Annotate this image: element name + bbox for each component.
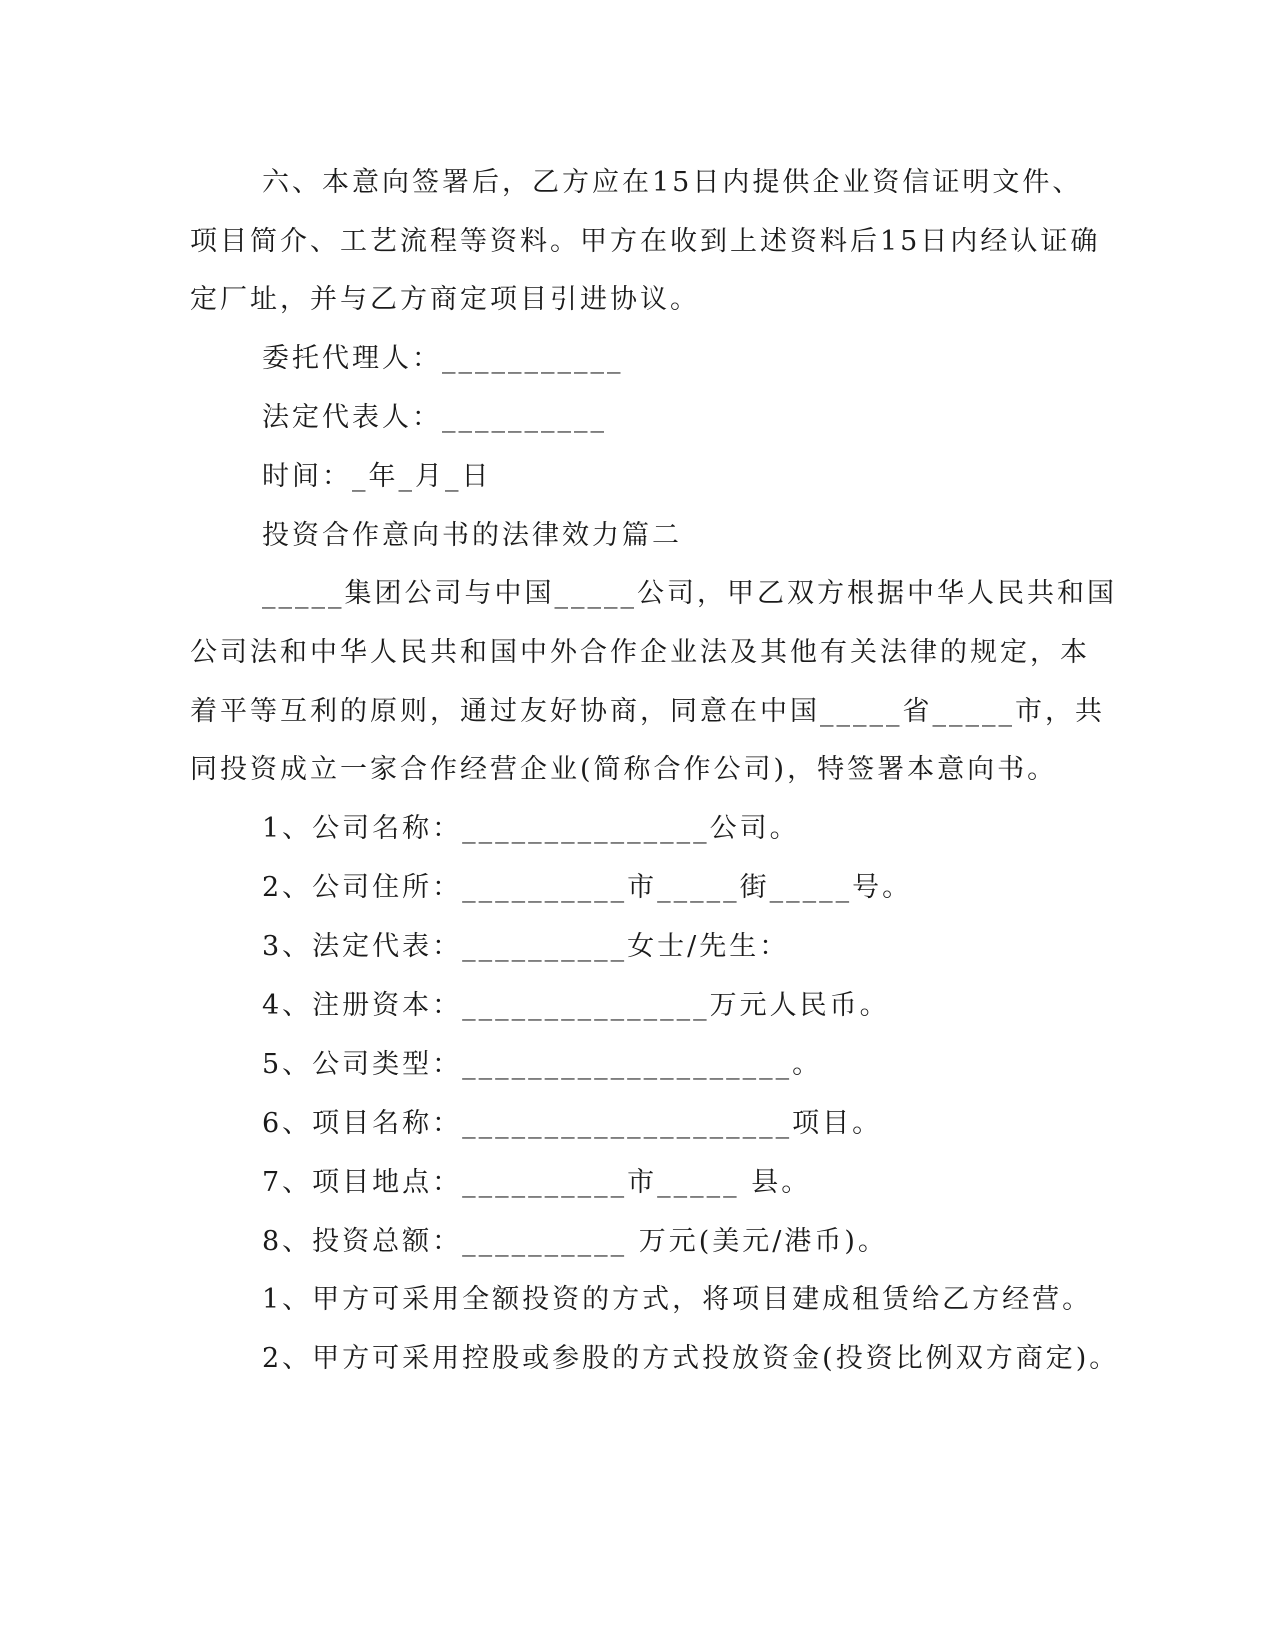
section-heading: 投资合作意向书的法律效力篇二 xyxy=(262,520,682,551)
agent-signature-line: 委托代理人：___________ xyxy=(262,343,624,374)
item-project-name: 6、项目名称：____________________项目。 xyxy=(262,1108,883,1139)
intro-paragraph-line-4: 同投资成立一家合作经营企业(简称合作公司)，特签署本意向书。 xyxy=(190,754,1058,785)
paragraph-six-line-3: 定厂址，并与乙方商定项目引进协议。 xyxy=(190,284,700,315)
method-item-1: 1、甲方可采用全额投资的方式，将项目建成租赁给乙方经营。 xyxy=(262,1284,1093,1315)
item-company-type: 5、公司类型：____________________。 xyxy=(262,1049,823,1080)
method-item-2: 2、甲方可采用控股或参股的方式投放资金(投资比例双方商定)。 xyxy=(262,1343,1120,1374)
paragraph-six-line-2: 项目简介、工艺流程等资料。甲方在收到上述资料后15日内经认证确 xyxy=(190,226,1101,257)
date-line: 时间：_年_月_日 xyxy=(262,461,492,492)
intro-paragraph-line-3: 着平等互利的原则，通过友好协商，同意在中国_____省_____市，共 xyxy=(190,696,1105,727)
intro-paragraph-line-2: 公司法和中华人民共和国中外合作企业法及其他有关法律的规定，本 xyxy=(190,637,1090,668)
item-registered-capital: 4、注册资本：_______________万元人民币。 xyxy=(262,990,890,1021)
item-company-address: 2、公司住所：__________市_____街_____号。 xyxy=(262,872,913,903)
item-legal-representative: 3、法定代表：__________女士/先生： xyxy=(262,931,790,962)
item-project-location: 7、项目地点：__________市_____ 县。 xyxy=(262,1167,812,1198)
intro-paragraph-line-1: _____集团公司与中国_____公司，甲乙双方根据中华人民共和国 xyxy=(262,578,1117,609)
legal-rep-signature-line: 法定代表人：__________ xyxy=(262,402,607,433)
item-total-investment: 8、投资总额：__________ 万元(美元/港币)。 xyxy=(262,1226,888,1257)
item-company-name: 1、公司名称：_______________公司。 xyxy=(262,813,800,844)
paragraph-six-line-1: 六、本意向签署后，乙方应在15日内提供企业资信证明文件、 xyxy=(262,167,1083,198)
